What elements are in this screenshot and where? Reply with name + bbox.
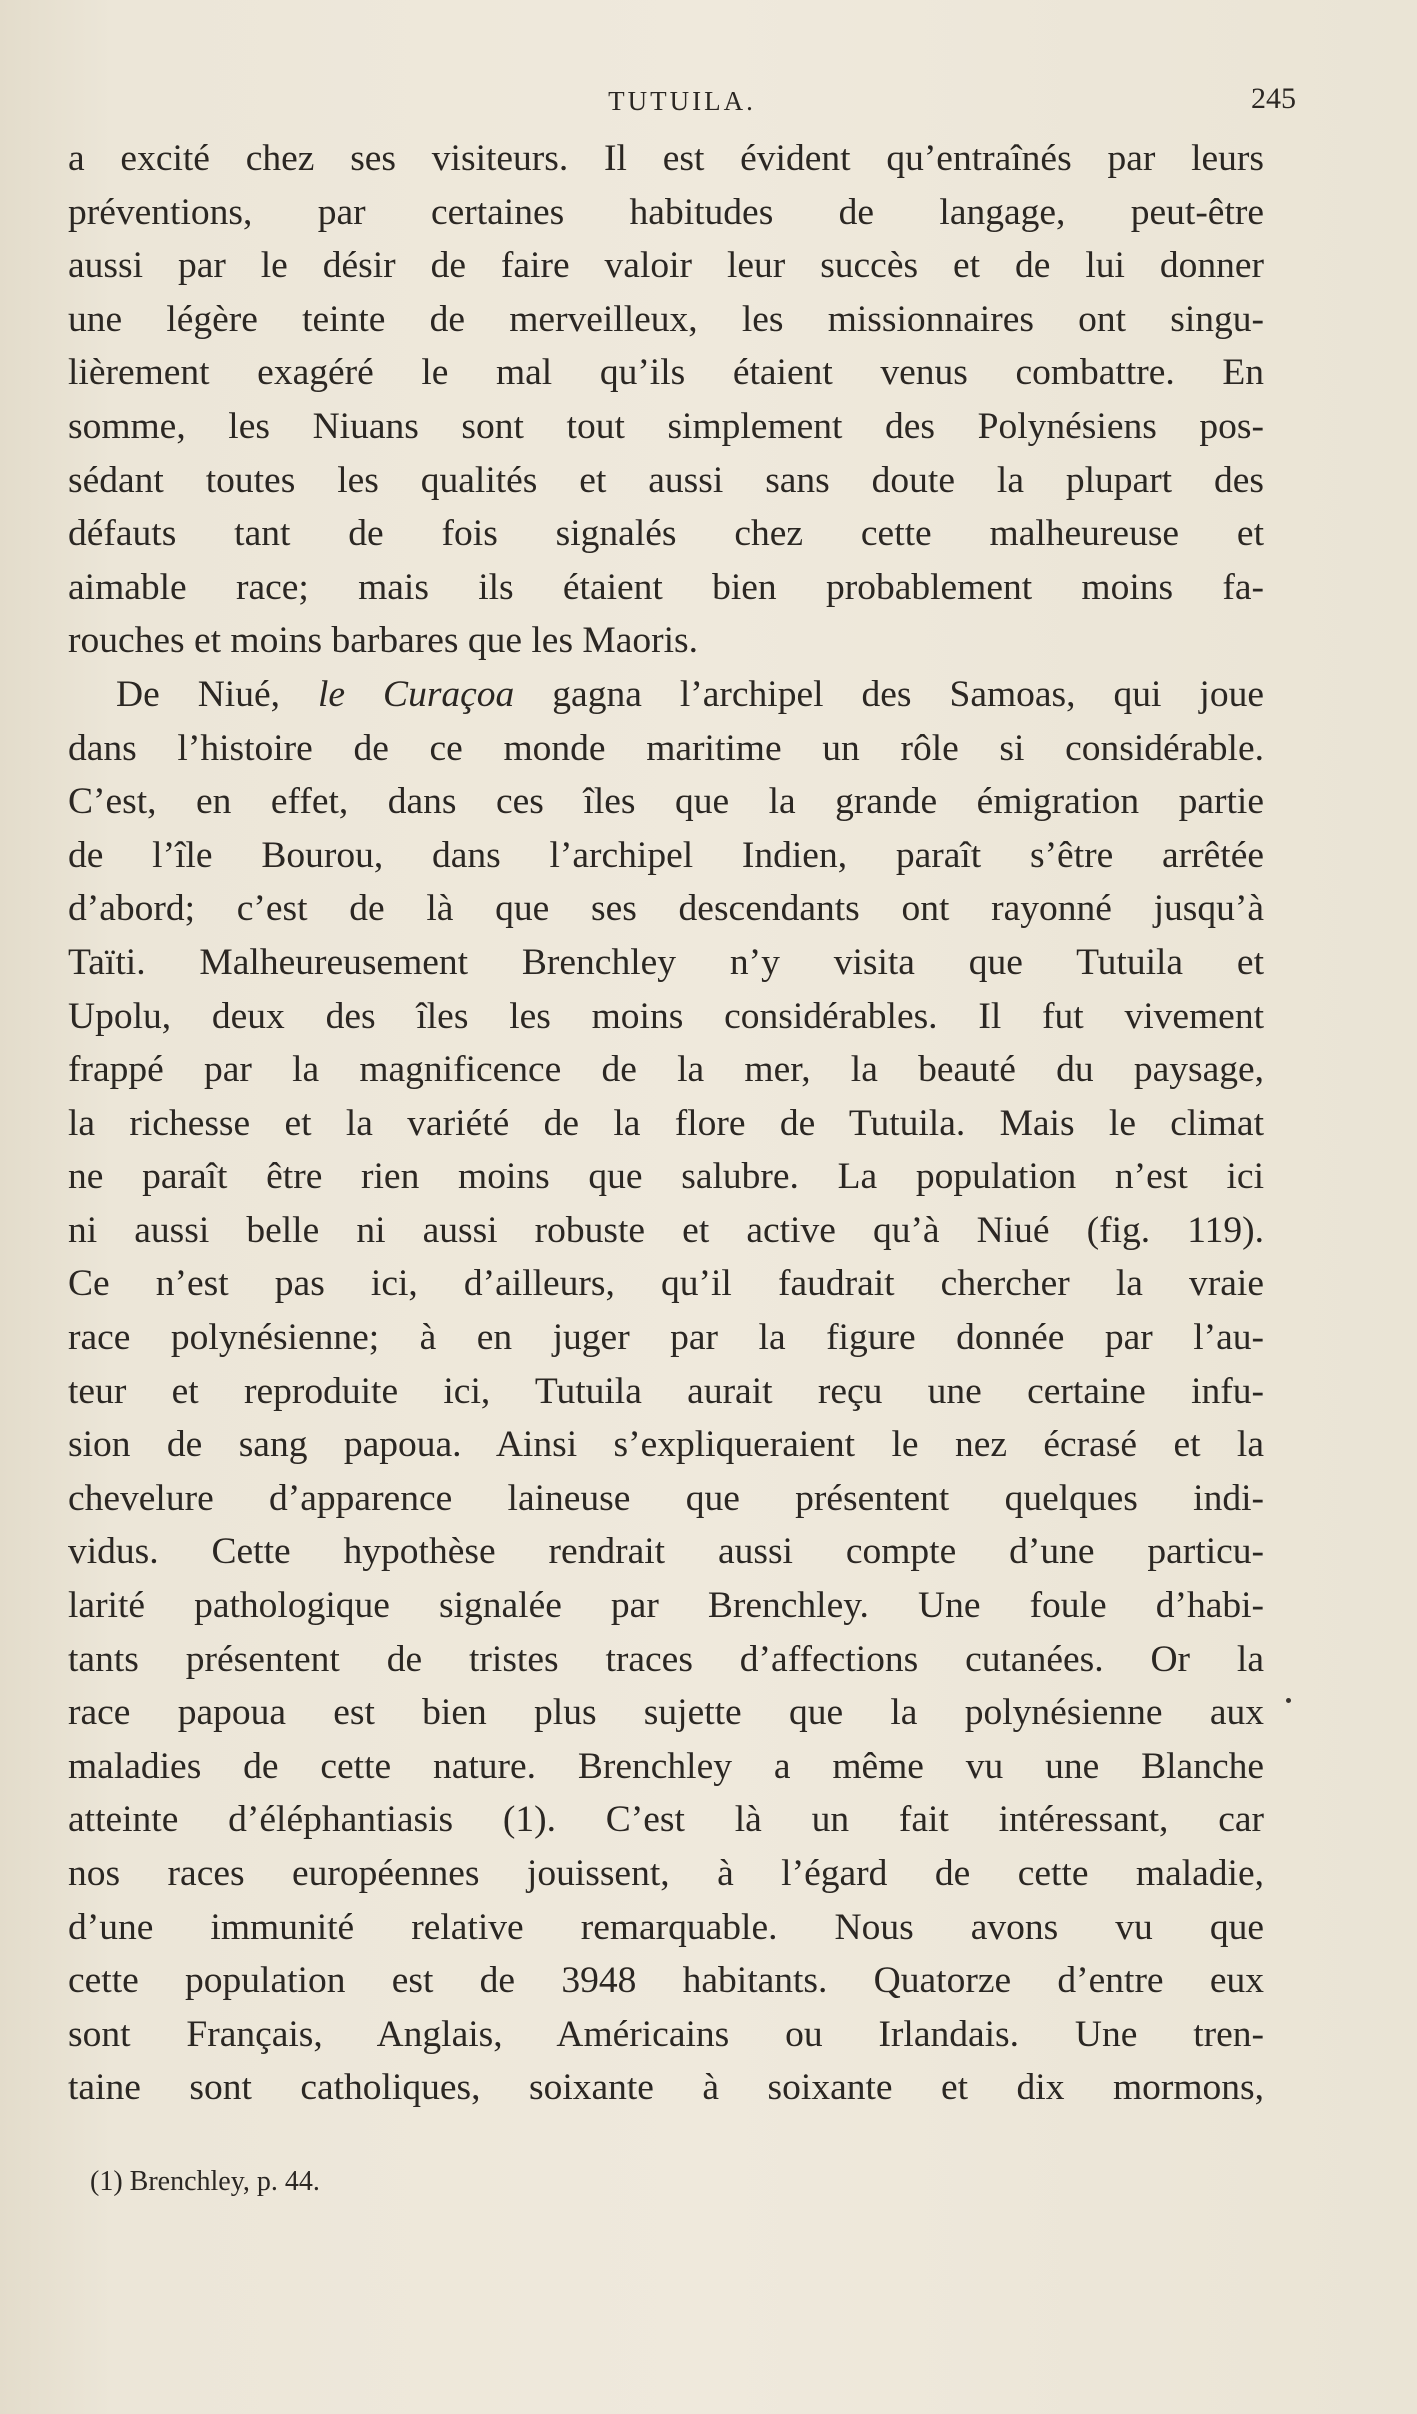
text-line: aussi par le désir de faire valoir leur succès et de lui donner	[68, 245, 1264, 287]
text-line: chevelure d’apparence laineuse que présentent quelques indi-	[68, 1477, 1264, 1519]
text-line: maladies de cette nature. Brenchley a même vu une Blanche	[68, 1745, 1264, 1787]
text-line: cette population est de 3948 habitants. Quatorze d’entre eux	[68, 1960, 1264, 2002]
print-speck	[1286, 1698, 1291, 1703]
text-line: race papoua est bien plus sujette que la polynésienne aux	[68, 1692, 1264, 1734]
ship-name: le Curaçoa	[318, 673, 515, 715]
text-line: aimable race; mais ils étaient bien probablement moins fa-	[68, 566, 1264, 608]
text-line: d’abord; c’est de là que ses descendants ont rayonné jusqu’à	[68, 888, 1264, 930]
text-fragment: gagna l’archipel des Samoas, qui joue	[514, 673, 1264, 715]
text-line: teur et reproduite ici, Tutuila aurait reçu une certaine infu-	[68, 1370, 1264, 1412]
text-line: sion de sang papoua. Ainsi s’expliqueraient le nez écrasé et la	[68, 1424, 1264, 1466]
text-line: Ce n’est pas ici, d’ailleurs, qu’il faudrait chercher la vraie	[68, 1263, 1264, 1305]
text-line: tants présentent de tristes traces d’affections cutanées. Or la	[68, 1638, 1264, 1680]
text-fragment: De Niué,	[116, 673, 318, 715]
text-line: une légère teinte de merveilleux, les missionnaires ont singu-	[68, 298, 1264, 340]
text-line: vidus. Cette hypothèse rendrait aussi compte d’une particu-	[68, 1531, 1264, 1573]
text-line: lièrement exagéré le mal qu’ils étaient venus combattre. En	[68, 352, 1264, 394]
text-line: C’est, en effet, dans ces îles que la grande émigration partie	[68, 781, 1264, 823]
text-line: taine sont catholiques, soixante à soixante et dix mormons,	[68, 2067, 1264, 2109]
text-line: frappé par la magnificence de la mer, la beauté du paysage,	[68, 1049, 1264, 1091]
text-line: larité pathologique signalée par Brenchley. Une foule d’habi-	[68, 1585, 1264, 1627]
text-line: la richesse et la variété de la flore de Tutuila. Mais le climat	[68, 1102, 1264, 1144]
text-line: Taïti. Malheureusement Brenchley n’y visita que Tutuila et	[68, 941, 1264, 983]
text-line: a excité chez ses visiteurs. Il est évident qu’entraînés par leurs	[68, 138, 1264, 179]
text-line: ni aussi belle ni aussi robuste et active qu’à Niué (fig. 119).	[68, 1209, 1264, 1251]
text-line: d’une immunité relative remarquable. Nous avons vu que	[68, 1906, 1264, 1948]
page-number: 245	[1251, 82, 1296, 115]
text-line	[68, 668, 1264, 722]
text-line: dans l’histoire de ce monde maritime un rôle si considérable.	[68, 727, 1264, 769]
text-line: nos races européennes jouissent, à l’égard de cette maladie,	[68, 1853, 1264, 1894]
text-line: Upolu, deux des îles les moins considérables. Il fut vivement	[68, 995, 1264, 1037]
text-line: défauts tant de fois signalés chez cette malheureuse et	[68, 513, 1264, 555]
page-header	[68, 82, 1296, 122]
text-line: de l’île Bourou, dans l’archipel Indien, paraît s’être arrêtée	[68, 834, 1264, 876]
text-line: race polynésienne; à en juger par la figure donnée par l’au-	[68, 1317, 1264, 1359]
text-line: préventions, par certaines habitudes de langage, peut-être	[68, 191, 1264, 233]
running-title: TUTUILA.	[608, 86, 756, 116]
text-line: rouches et moins barbares que les Maoris.	[68, 620, 699, 662]
text-line: sont Français, Anglais, Américains ou Irlandais. Une tren-	[68, 2013, 1264, 2055]
text-line: atteinte d’éléphantiasis (1). C’est là un fait intéressant, car	[68, 1799, 1264, 1841]
text-line: sédant toutes les qualités et aussi sans doute la plupart des	[68, 459, 1264, 501]
footnote: (1) Brenchley, p. 44.	[90, 2166, 320, 2197]
text-line: ne paraît être rien moins que salubre. La population n’est ici	[68, 1156, 1264, 1198]
text-line: somme, les Niuans sont tout simplement des Polynésiens pos-	[68, 405, 1264, 447]
body-text	[68, 132, 1264, 2115]
